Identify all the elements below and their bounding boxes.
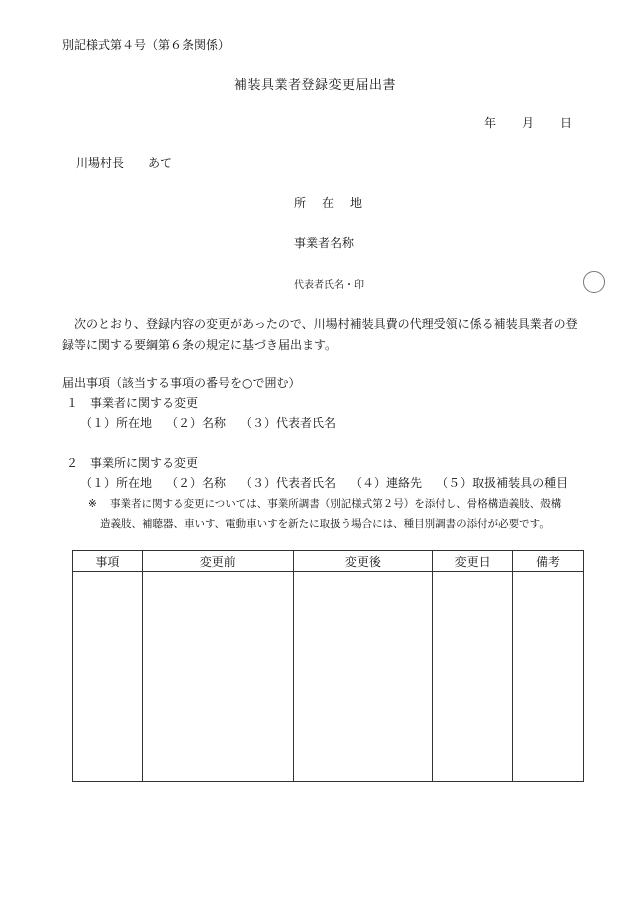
section1-item: （２）名称 [166,416,227,430]
section1-item: （３）代表者氏名 [240,416,337,430]
section2-item: （３）代表者氏名 [240,476,337,490]
change-records-table [72,550,584,782]
date-month-label: 月 [522,116,535,130]
date-line [484,114,572,131]
section1-title: １ 事業者に関する変更 [66,396,199,410]
col-header-item: 事項 [73,551,143,572]
section2-item: （４）連絡先 [350,476,423,490]
business-name-label: 事業者名称 [294,236,355,250]
section-heading: 届出事項（該当する事項の番号を○で囲む） [62,376,301,390]
form-number: 別記様式第４号（第６条関係） [62,38,231,52]
cell-date[interactable] [433,572,513,782]
cell-remarks[interactable] [513,572,584,782]
section2-items [80,474,568,491]
section1-item: （１）所在地 [80,416,153,430]
date-year-label: 年 [484,116,497,130]
col-header-date: 変更日 [433,551,513,572]
note-line1: 事業者に関する変更については、事業所調書（別記様式第２号）を添付し、骨格構造義肢、殻構 [110,498,562,510]
cell-after[interactable] [293,572,433,782]
cell-before[interactable] [142,572,293,782]
cell-item[interactable] [73,572,143,782]
note-line2: 造義肢、補聴器、車いす、電動車いすを新たに取扱う場合には、種目別調書の添付が必要です。 [100,518,550,530]
col-header-after: 変更後 [293,551,433,572]
representative-label: 代表者氏名・印 [294,280,364,291]
section1-items [80,414,336,431]
date-day-label: 日 [560,116,573,130]
table-header-row [73,551,584,572]
note [88,494,588,534]
col-header-before: 変更前 [142,551,293,572]
col-header-remarks: 備考 [513,551,584,572]
document-title: 補装具業者登録変更届出書 [233,78,396,93]
table-row [73,572,584,782]
section2-item: （１）所在地 [80,476,153,490]
addressee: 川場村長 あて [76,156,173,170]
section2-item: （５）取扱補装具の種目 [436,476,569,490]
address-label: 所 在 地 [294,196,365,210]
section2-item: （２）名称 [166,476,227,490]
note-mark: ※ [88,498,97,510]
body-text: 次のとおり、登録内容の変更があったので、川場村補装具費の代理受領に係る補装具業者の登録等に関する要綱第６条の規定に基づき届出ます。 [62,317,578,352]
section2-title: ２ 事業所に関する変更 [66,456,199,470]
seal-circle [583,271,605,293]
